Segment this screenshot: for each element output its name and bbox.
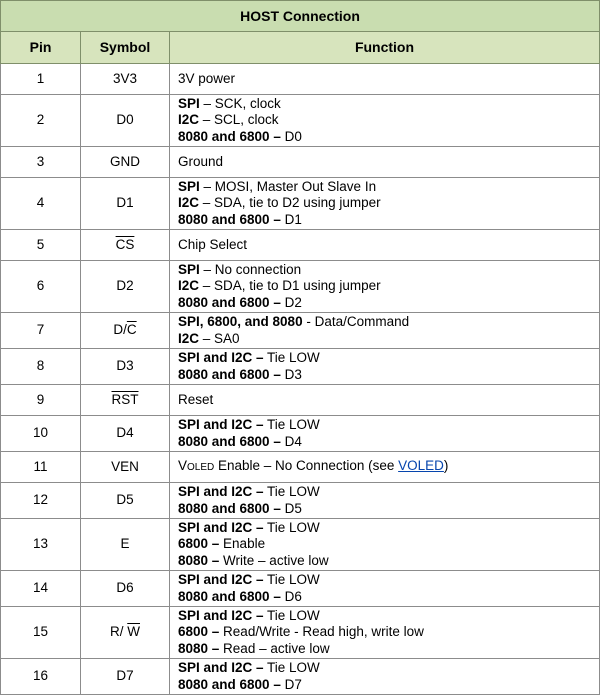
table-row: [1, 659, 600, 695]
function-line: 8080 and 6800 – D4: [178, 433, 302, 449]
pin-function: [170, 607, 600, 659]
function-line: SPI – SCK, clock: [178, 95, 281, 111]
function-line: 8080 and 6800 – D5: [178, 500, 302, 516]
pin-number: 9: [1, 385, 81, 416]
pin-symbol: D1: [81, 178, 170, 230]
pin-function: [170, 416, 600, 452]
pin-number: 4: [1, 178, 81, 230]
pin-number: 12: [1, 483, 81, 519]
table-row: [1, 313, 600, 349]
pin-function: [170, 64, 600, 95]
header-symbol: Symbol: [81, 32, 170, 64]
pin-function: [170, 659, 600, 695]
pin-number: 11: [1, 452, 81, 483]
pin-symbol: $\overline{CS}$: [81, 230, 170, 261]
function-line: Ground: [178, 153, 224, 169]
pin-function: [170, 261, 600, 313]
pin-number: 3: [1, 147, 81, 178]
function-line: Chip Select: [178, 236, 248, 252]
pin-symbol: D7: [81, 659, 170, 695]
table-row: [1, 607, 600, 659]
function-line: SPI and I2C – Tie LOW: [178, 519, 320, 535]
table-row: [1, 452, 600, 483]
pin-symbol: GND: [81, 147, 170, 178]
function-line: SPI and I2C – Tie LOW: [178, 660, 320, 675]
table-row: [1, 571, 600, 607]
pin-symbol: D3: [81, 349, 170, 385]
pin-number: 8: [1, 349, 81, 385]
table-row: [1, 385, 600, 416]
table-row: [1, 178, 600, 230]
pin-function: [170, 95, 600, 147]
function-line: VOLED Enable – No Connection (see VOLED): [178, 457, 449, 473]
pin-function: [170, 385, 600, 416]
pin-function: [170, 452, 600, 483]
pin-symbol: $D/\overline{C}$: [81, 313, 170, 349]
pin-function: [170, 483, 600, 519]
pin-number: 13: [1, 519, 81, 571]
function-line: SPI and I2C – Tie LOW: [178, 350, 320, 365]
function-line: SPI and I2C – Tie LOW: [178, 484, 320, 499]
table-row: [1, 64, 600, 95]
function-line: 6800 – Enable: [178, 536, 266, 552]
function-line: SPI and I2C – Tie LOW: [178, 417, 320, 432]
table-row: [1, 483, 600, 519]
pin-function: [170, 519, 600, 571]
function-line: 3V power: [178, 70, 236, 86]
function-line: 8080 and 6800 – D0: [178, 128, 302, 144]
function-line: 8080 and 6800 – D1: [178, 211, 302, 227]
pin-function: [170, 349, 600, 385]
pin-number: 10: [1, 416, 81, 452]
pin-symbol: D2: [81, 261, 170, 313]
function-line: SPI – No connection: [178, 261, 302, 277]
function-line: I2C – SDA, tie to D1 using jumper: [178, 278, 381, 294]
function-line: 8080 – Read – active low: [178, 640, 330, 656]
pin-symbol: E: [81, 519, 170, 571]
pin-function: [170, 313, 600, 349]
table-header-row: [1, 32, 600, 64]
pin-number: 14: [1, 571, 81, 607]
function-line: SPI and I2C – Tie LOW: [178, 572, 320, 587]
table-row: [1, 416, 600, 452]
pin-symbol: D4: [81, 416, 170, 452]
pin-symbol: D0: [81, 95, 170, 147]
function-line: I2C – SDA, tie to D2 using jumper: [178, 195, 381, 211]
table-row: [1, 349, 600, 385]
pin-number: 2: [1, 95, 81, 147]
function-line: I2C – SA0: [178, 330, 240, 346]
function-line: 8080 and 6800 – D7: [178, 676, 302, 692]
function-line: 8080 and 6800 – D6: [178, 588, 302, 604]
table-row: [1, 261, 600, 313]
pin-symbol: 3V3: [81, 64, 170, 95]
table-row: [1, 95, 600, 147]
function-line: 8080 and 6800 – D2: [178, 294, 302, 310]
function-line: Reset: [178, 391, 214, 407]
header-function: Function: [170, 32, 600, 64]
pin-function: [170, 178, 600, 230]
table-title-row: [1, 1, 600, 32]
pin-symbol: D6: [81, 571, 170, 607]
pin-function: [170, 571, 600, 607]
pin-function: [170, 230, 600, 261]
pin-symbol: VEN: [81, 452, 170, 483]
header-pin: Pin: [1, 32, 81, 64]
table-row: [1, 519, 600, 571]
pin-number: 1: [1, 64, 81, 95]
pin-number: 16: [1, 659, 81, 695]
pin-number: 5: [1, 230, 81, 261]
pin-number: 15: [1, 607, 81, 659]
table-row: [1, 230, 600, 261]
function-line: I2C – SCL, clock: [178, 112, 279, 128]
pin-number: 7: [1, 313, 81, 349]
pin-symbol: $\overline{RST}$: [81, 385, 170, 416]
function-line: 8080 and 6800 – D3: [178, 366, 302, 382]
table-title: HOST Connection: [1, 1, 600, 32]
function-line: SPI, 6800, and 8080 - Data/Command: [178, 314, 410, 329]
pin-number: 6: [1, 261, 81, 313]
function-line: 6800 – Read/Write - Read high, write low: [178, 624, 424, 640]
voled-link[interactable]: VOLED: [398, 457, 444, 473]
pin-symbol: D5: [81, 483, 170, 519]
pin-function: [170, 147, 600, 178]
table-row: [1, 147, 600, 178]
pin-symbol: R/ $\overline{W}$: [81, 607, 170, 659]
function-line: SPI and I2C – Tie LOW: [178, 607, 320, 623]
function-line: SPI – MOSI, Master Out Slave In: [178, 178, 377, 194]
function-line: 8080 – Write – active low: [178, 552, 329, 568]
